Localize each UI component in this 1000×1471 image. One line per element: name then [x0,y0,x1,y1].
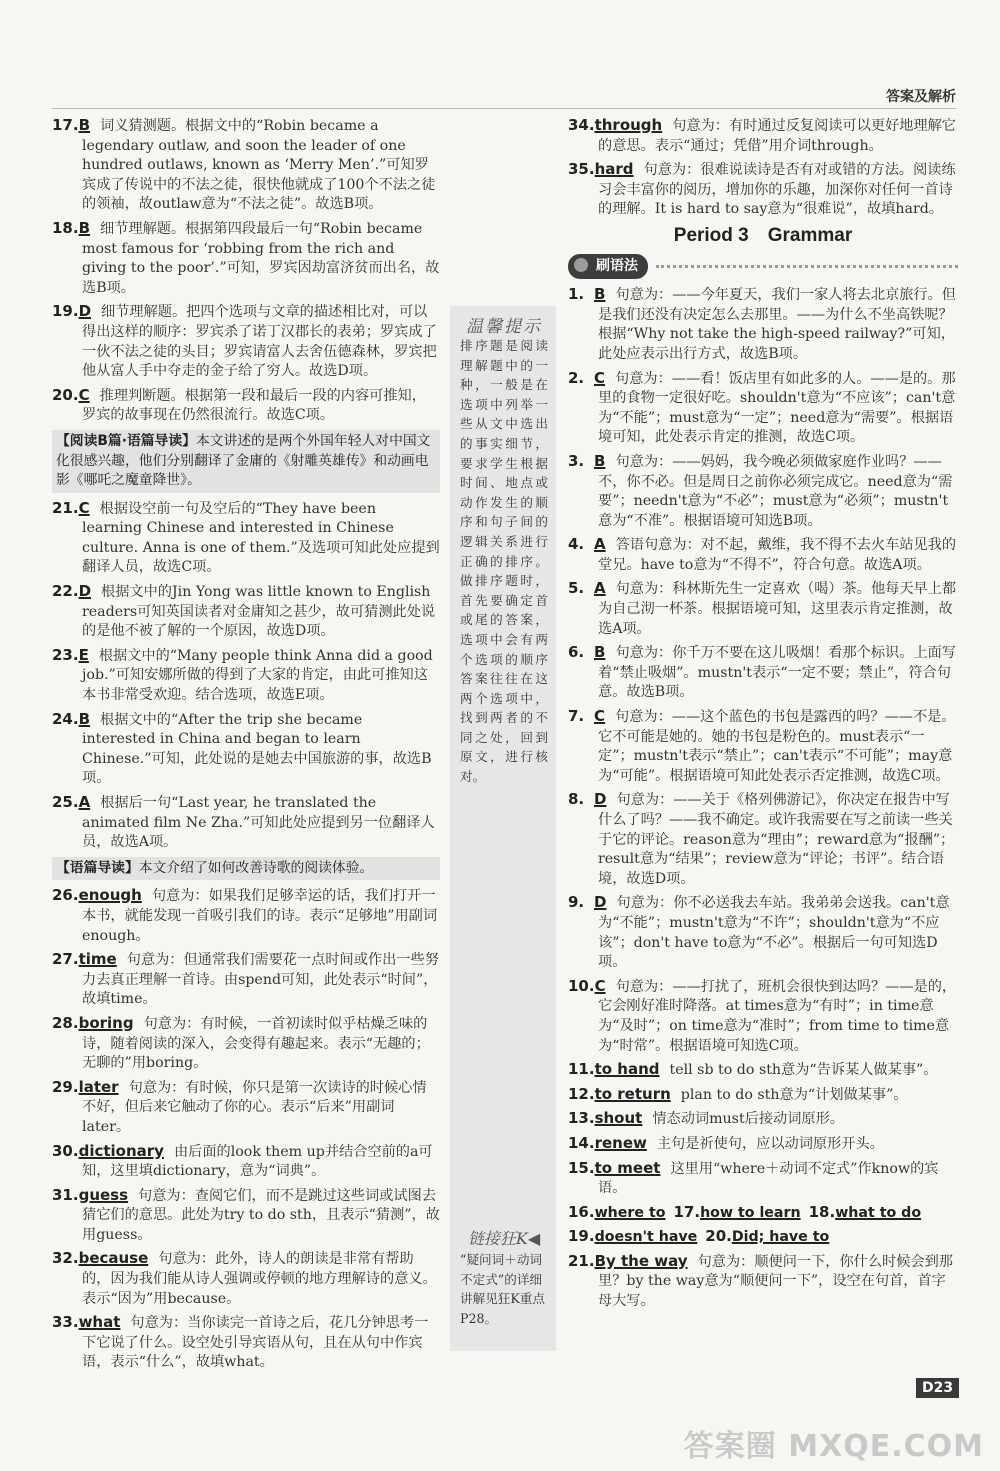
item-answer: to meet [594,1158,661,1177]
answer-item [52,1142,440,1182]
item-answer: C [594,976,606,995]
item-number: 34. [568,116,595,134]
page-number: D23 [916,1378,959,1398]
watermark-logo: 答案圈 MXQE.COM [683,1429,984,1464]
answer-item [52,793,440,853]
item-answer: boring [78,1013,134,1032]
item-answer: through [594,116,663,134]
answers-19-20 [568,1227,958,1248]
tip-title: 温馨提示 [466,317,542,337]
item-number: 20. [52,385,79,404]
answer-item [52,219,440,298]
item-number: 26. [52,886,79,905]
item-answer: hard [594,160,634,179]
item-answer: A [594,535,606,554]
answer-item [52,646,440,706]
item-number: 16. [568,1202,595,1221]
item-number: 28. [52,1013,79,1032]
answer-item [52,1014,440,1074]
item-explanation: plan to do sth意为“计划做某事”。 [680,1086,908,1103]
item-explanation: 句意为：——今年夏天，我们一家人将去北京旅行。但是我们还没有决定怎么去那里。——为什么不坐高铁呢？根据“Why not take the high-speed railway?”可知，此处应表示出行方式，故选B项。 [598,287,956,362]
item-answer: because [78,1249,149,1268]
answer-item [568,977,958,1056]
item-answer: to return [594,1084,671,1103]
item-explanation: 句意为：——这个蓝色的书包是露西的吗？——不是。它不可能是她的。她的书包是粉色的。must表示“一定”；mustn't表示“禁止”；can't表示“不可能”；may意为“可能”。根据语境可知此处表示否定推测，故选C项。 [598,709,956,784]
left-column [52,116,440,1377]
item-number: 8. [568,790,585,809]
item-answer: what to do [835,1204,922,1221]
item-explanation: 这里用“where＋动词不定式”作know的宾语。 [598,1160,939,1197]
item-answer: where to [594,1204,666,1221]
item-number: 13. [568,1109,595,1128]
item-explanation: 根据后一句“Last year, he translated the animated film Ne Zha.”可知此处应提到另一位翻译人员，故选A项。 [82,795,435,851]
item-answer: B [594,285,606,304]
item-number: 30. [52,1141,79,1160]
tip-body: 排序题是阅读理解题中的一种，一般是在选项中列举一些从文中选出的事实细节，要求学生根据时间、地点或动作发生的顺序和句子间的逻辑关系进行正确的排序。做排序题时，首先要确定首或尾的答案，选项中会有两个选项的顺序答案往往在这两个选项中，找到两者的不同之处，回到原文，进行核对。 [460,338,548,785]
item-explanation: 句意为：——妈妈，我今晚必须做家庭作业吗？——不，你不必。但是周日之前你必须完成它。need意为“需要”；needn't意为“不必”；must意为“必须”；mustn't意为“不准”。根据语境可知选B项。 [598,453,953,529]
item-answer: renew [594,1133,647,1152]
item-answer: doesn't have [594,1229,698,1246]
item-number: 27. [52,950,79,969]
item-explanation: 句意为：你千万不要在这儿吸烟！看那个标识。上面写着“禁止吸烟”。mustn't表示“一定不要；禁止”，符合句意。故选B项。 [598,645,956,701]
item-number: 7. [568,707,585,726]
grammar-badge: 刷语法 [568,254,648,280]
answer-item [568,1060,958,1081]
answer-item [52,886,440,946]
item-number: 12. [568,1084,595,1103]
item-number: 23. [52,645,79,664]
item-number: 25. [52,793,79,811]
answer-item [568,116,958,156]
item-explanation: 句意为：查阅它们，而不是跳过这些词或试图去猜它们的意思。此处为try to do sth，且表示“猜测”，故用guess。 [82,1187,440,1243]
item-answer: B [78,116,91,134]
item-answer: D [78,582,92,601]
item-explanation: 句意为：很难说读诗是否有对或错的方法。阅读练习会丰富你的阅历，增加你的乐趣，加深你对任何一首诗的理解。It is hard to say意为“很难说”，故填hard。 [598,162,956,218]
answer-item [52,499,440,578]
item-number: 33. [52,1313,79,1332]
item-answer: later [78,1077,119,1096]
item-answer: time [78,950,117,969]
item-answer: B [78,709,91,728]
item-answer: C [78,385,90,404]
answer-item [568,285,958,364]
answer-item [52,1249,440,1309]
link-title: 链接狂K◀ [467,1229,541,1248]
item-answer: C [594,707,606,726]
item-number: 20. [705,1227,732,1246]
item-explanation: 根据文中的“After the trip she became interested in China and began to learn Chinese.”可知，此处说的是她去中国旅游的事，故选B项。 [82,711,432,787]
answer-item [52,582,440,642]
item-number: 19. [52,302,79,321]
item-number: 9. [568,893,585,912]
item-answer: to hand [594,1060,660,1079]
answer-item [568,790,958,889]
answer-item [52,1186,440,1246]
period-title: Period 3 Grammar [673,224,853,246]
answer-item [568,1159,958,1199]
item-answer: enough [78,886,142,905]
item-number: 3. [568,451,585,470]
item-number: 2. [568,368,585,387]
item-explanation: 根据设空前一句及空后的“They have been learning Chinese and interested in Chinese culture. Anna is one of them.”及选项可知此处应提到翻译人员，故选C项。 [82,500,440,576]
answer-item [568,452,958,531]
item-explanation: 句意为：但通常我们需要花一点时间或作出一些努力去真正理解一首诗。由spend可知，此处表示“时间”，故填time。 [82,952,439,1008]
item-number: 35. [568,160,595,179]
item-explanation: tell sb to do sth意为“告诉某人做某事”。 [669,1062,938,1079]
item-number: 5. [568,579,585,598]
item-number: 31. [52,1185,79,1204]
item-answer: C [78,498,90,517]
item-answer: B [594,643,606,662]
passage-guide: 【语篇导读】本文介绍了如何改善诗歌的阅读体验。 [52,857,440,881]
answer-item [52,302,440,381]
section-header: 答案及解析 [886,89,956,105]
answer-item [568,160,958,220]
item-explanation: 句意为：此外，诗人的朗读是非常有帮助的，因为我们能从诗人强调或停顿的地方理解诗的意义。表示“因为”用because。 [82,1251,437,1307]
item-answer: A [594,579,606,598]
item-answer: how to learn [700,1204,801,1221]
item-explanation: 情态动词must后接动词原形。 [652,1111,844,1128]
item-answer: dictionary [78,1141,164,1160]
item-explanation: 句意为：科林斯先生一定喜欢（喝）茶。他每天早上都为自己沏一杯茶。根据语境可知，这里表示肯定推测，故选A项。 [598,581,957,637]
answer-item [568,1085,958,1106]
item-number: 6. [568,643,585,662]
reading-b-guide: 【阅读B篇·语篇导读】本文讲述的是两个外国年轻人对中国文化很感兴趣，他们分别翻译了金庸的《射雕英雄传》和动画电影《哪吒之魔童降世》。 [52,430,440,493]
header-divider [52,108,956,109]
item-number: 10. [568,976,595,995]
item-number: 4. [568,535,585,554]
answer-item [52,1313,440,1373]
item-explanation: 句意为：——打扰了，班机会很快到达吗？——是的，它会刚好准时降落。at times意为“有时”；in time意为“及时”；on time意为“准时”；from time to time意为“时常”。根据语境可知选C项。 [598,978,957,1054]
item-explanation: 由后面的look them up并结合空前的a可知，这里填dictionary，意为“词典”。 [82,1143,433,1180]
answer-item [568,643,958,703]
item-number: 32. [52,1249,79,1268]
item-number: 15. [568,1158,595,1177]
answer-item [568,1134,958,1155]
item-number: 18. [808,1202,836,1221]
item-explanation: 主句是祈使句，应以动词原形开头。 [656,1135,884,1152]
answer-item [52,386,440,426]
item-number: 17. [673,1202,701,1221]
item-answer: Did; have to [731,1229,830,1246]
item-explanation: 句意为：当你读完一首诗之后，花几分钟思考一下它说了什么。设空处引导宾语从句，且在从句中作宾语，表示“什么”，故填what。 [82,1315,429,1371]
item-explanation: 句意为：有时候，你只是第一次读诗的时候心情不好，但后来它触动了你的心。表示“后来”用副词later。 [82,1079,427,1135]
item-explanation: 细节理解题。把四个选项与文章的描述相比对，可以得出这样的顺序：罗宾杀了诺丁汉郡长的表弟；罗宾成了一伙不法之徒的头目；罗宾请富人去舍伍德森林，罗宾把他从富人手中夺走的金子给了穷人。故选D项。 [82,304,437,380]
item-explanation: 根据文中的Jin Yong was little known to English readers可知英国读者对金庸知之甚少，故可猜测此处说的是他不被了解的一个原因，故选D项。 [82,584,436,640]
item-answer: E [78,645,89,664]
item-explanation: 词义猜测题。根据文中的“Robin became a legendary outlaw, and soon the leader of one hundred outlaws, known as ‘Merry Men’.”可知罗宾成了传说中的不法之徒，很快他就成了100个不法之徒的领袖，故outlaw意为“不法之徒”。故选B项。 [82,118,436,213]
item-number: 1. [568,285,585,304]
grammar-badge-row [568,254,958,280]
item-number: 18. [52,218,79,237]
item-explanation: 细节理解题。根据第四段最后一句“Robin became most famous for ‘robbing from the rich and giving to the poor’.”可知，罗宾因劫富济贫而出名，故选B项。 [82,220,440,296]
item-explanation: 句意为：有时通过反复阅读可以更好地理解它的意思。表示“通过；凭借”用介词through。 [598,118,956,154]
item-answer: D [78,302,92,321]
item-explanation: 句意为：你不必送我去车站。我弟弟会送我。can't意为“不能”；mustn't意为“不许”；shouldn't意为“不应该”；don't have to意为“不必”。根据后一句可知选D项。 [598,895,950,971]
answer-item [568,1109,958,1130]
item-explanation: 答语句意为：对不起，戴维，我不得不去火车站见我的堂兄。have to意为“不得不”，符合句意。故选A项。 [598,537,957,573]
item-number: 14. [568,1133,595,1152]
answer-item [568,535,958,575]
item-explanation: 推理判断题。根据第一段和最后一段的内容可推知，罗宾的故事现在仍然很流行。故选C项。 [82,387,426,424]
item-number: 21. [568,1251,595,1270]
item-number: 11. [568,1060,595,1079]
answer-item [568,369,958,448]
answer-item [568,1252,958,1312]
link-body: “疑问词＋动词不定式”的详细讲解见狂K重点P28。 [460,1252,545,1326]
item-answer: what [78,1313,121,1332]
answer-item [568,579,958,639]
item-number: 29. [52,1077,79,1096]
item-explanation: 句意为：如果我们足够幸运的话，我们打开一本书，就能发现一首吸引我们的诗。表示“足够地”用副词enough。 [82,888,438,944]
item-answer: D [594,893,607,912]
answer-item [568,707,958,786]
item-answer: By the way [594,1251,688,1270]
item-answer: C [594,368,606,387]
item-explanation: 句意为：——关于《格列佛游记》，你决定在报告中写什么了吗？——我不确定。或许我需要在写之前读一些关于它的评论。reason意为“理由”；reward意为“报酬”；result意为“结果”；review意为“评论；书评”。结合语境，故选D项。 [598,792,955,887]
answer-item [52,1078,440,1138]
right-column [568,116,958,1316]
item-answer: guess [78,1185,129,1204]
item-number: 19. [568,1227,595,1246]
item-answer: D [594,790,607,809]
item-answer: B [594,451,606,470]
item-explanation: 句意为：——看！饭店里有如此多的人。——是的。那里的食物一定很好吃。shouldn't意为“不应该”；can't意为“不能”；must意为“一定”；need意为“需要”。根据语境可知，此处表示肯定的推测，故选C项。 [598,370,956,446]
answer-item [52,710,440,789]
item-answer: B [78,218,91,237]
item-number: 22. [52,582,79,601]
answers-16-18 [568,1203,958,1224]
answer-item [568,893,958,972]
dotted-divider [656,265,958,268]
item-number: 17. [52,116,79,134]
item-number: 24. [52,709,79,728]
item-explanation: 句意为：顺便问一下，你什么时候会到那里？by the way意为“顺便问一下”，设空在句首，首字母大写。 [598,1253,953,1310]
answer-item [52,116,440,215]
item-number: 21. [52,498,79,517]
answer-item [52,950,440,1010]
item-explanation: 句意为：有时候，一首初读时似乎枯燥乏味的诗，随着阅读的深入，会变得有趣起来。表示“无趣的；无聊的”用boring。 [82,1015,430,1072]
item-answer: shout [594,1109,643,1128]
item-explanation: 根据文中的“Many people think Anna did a good job.”可知安娜所做的得到了大家的肯定，由此可推知这本书非常受欢迎。结合选项，故选E项。 [82,647,433,704]
item-answer: A [78,793,91,811]
